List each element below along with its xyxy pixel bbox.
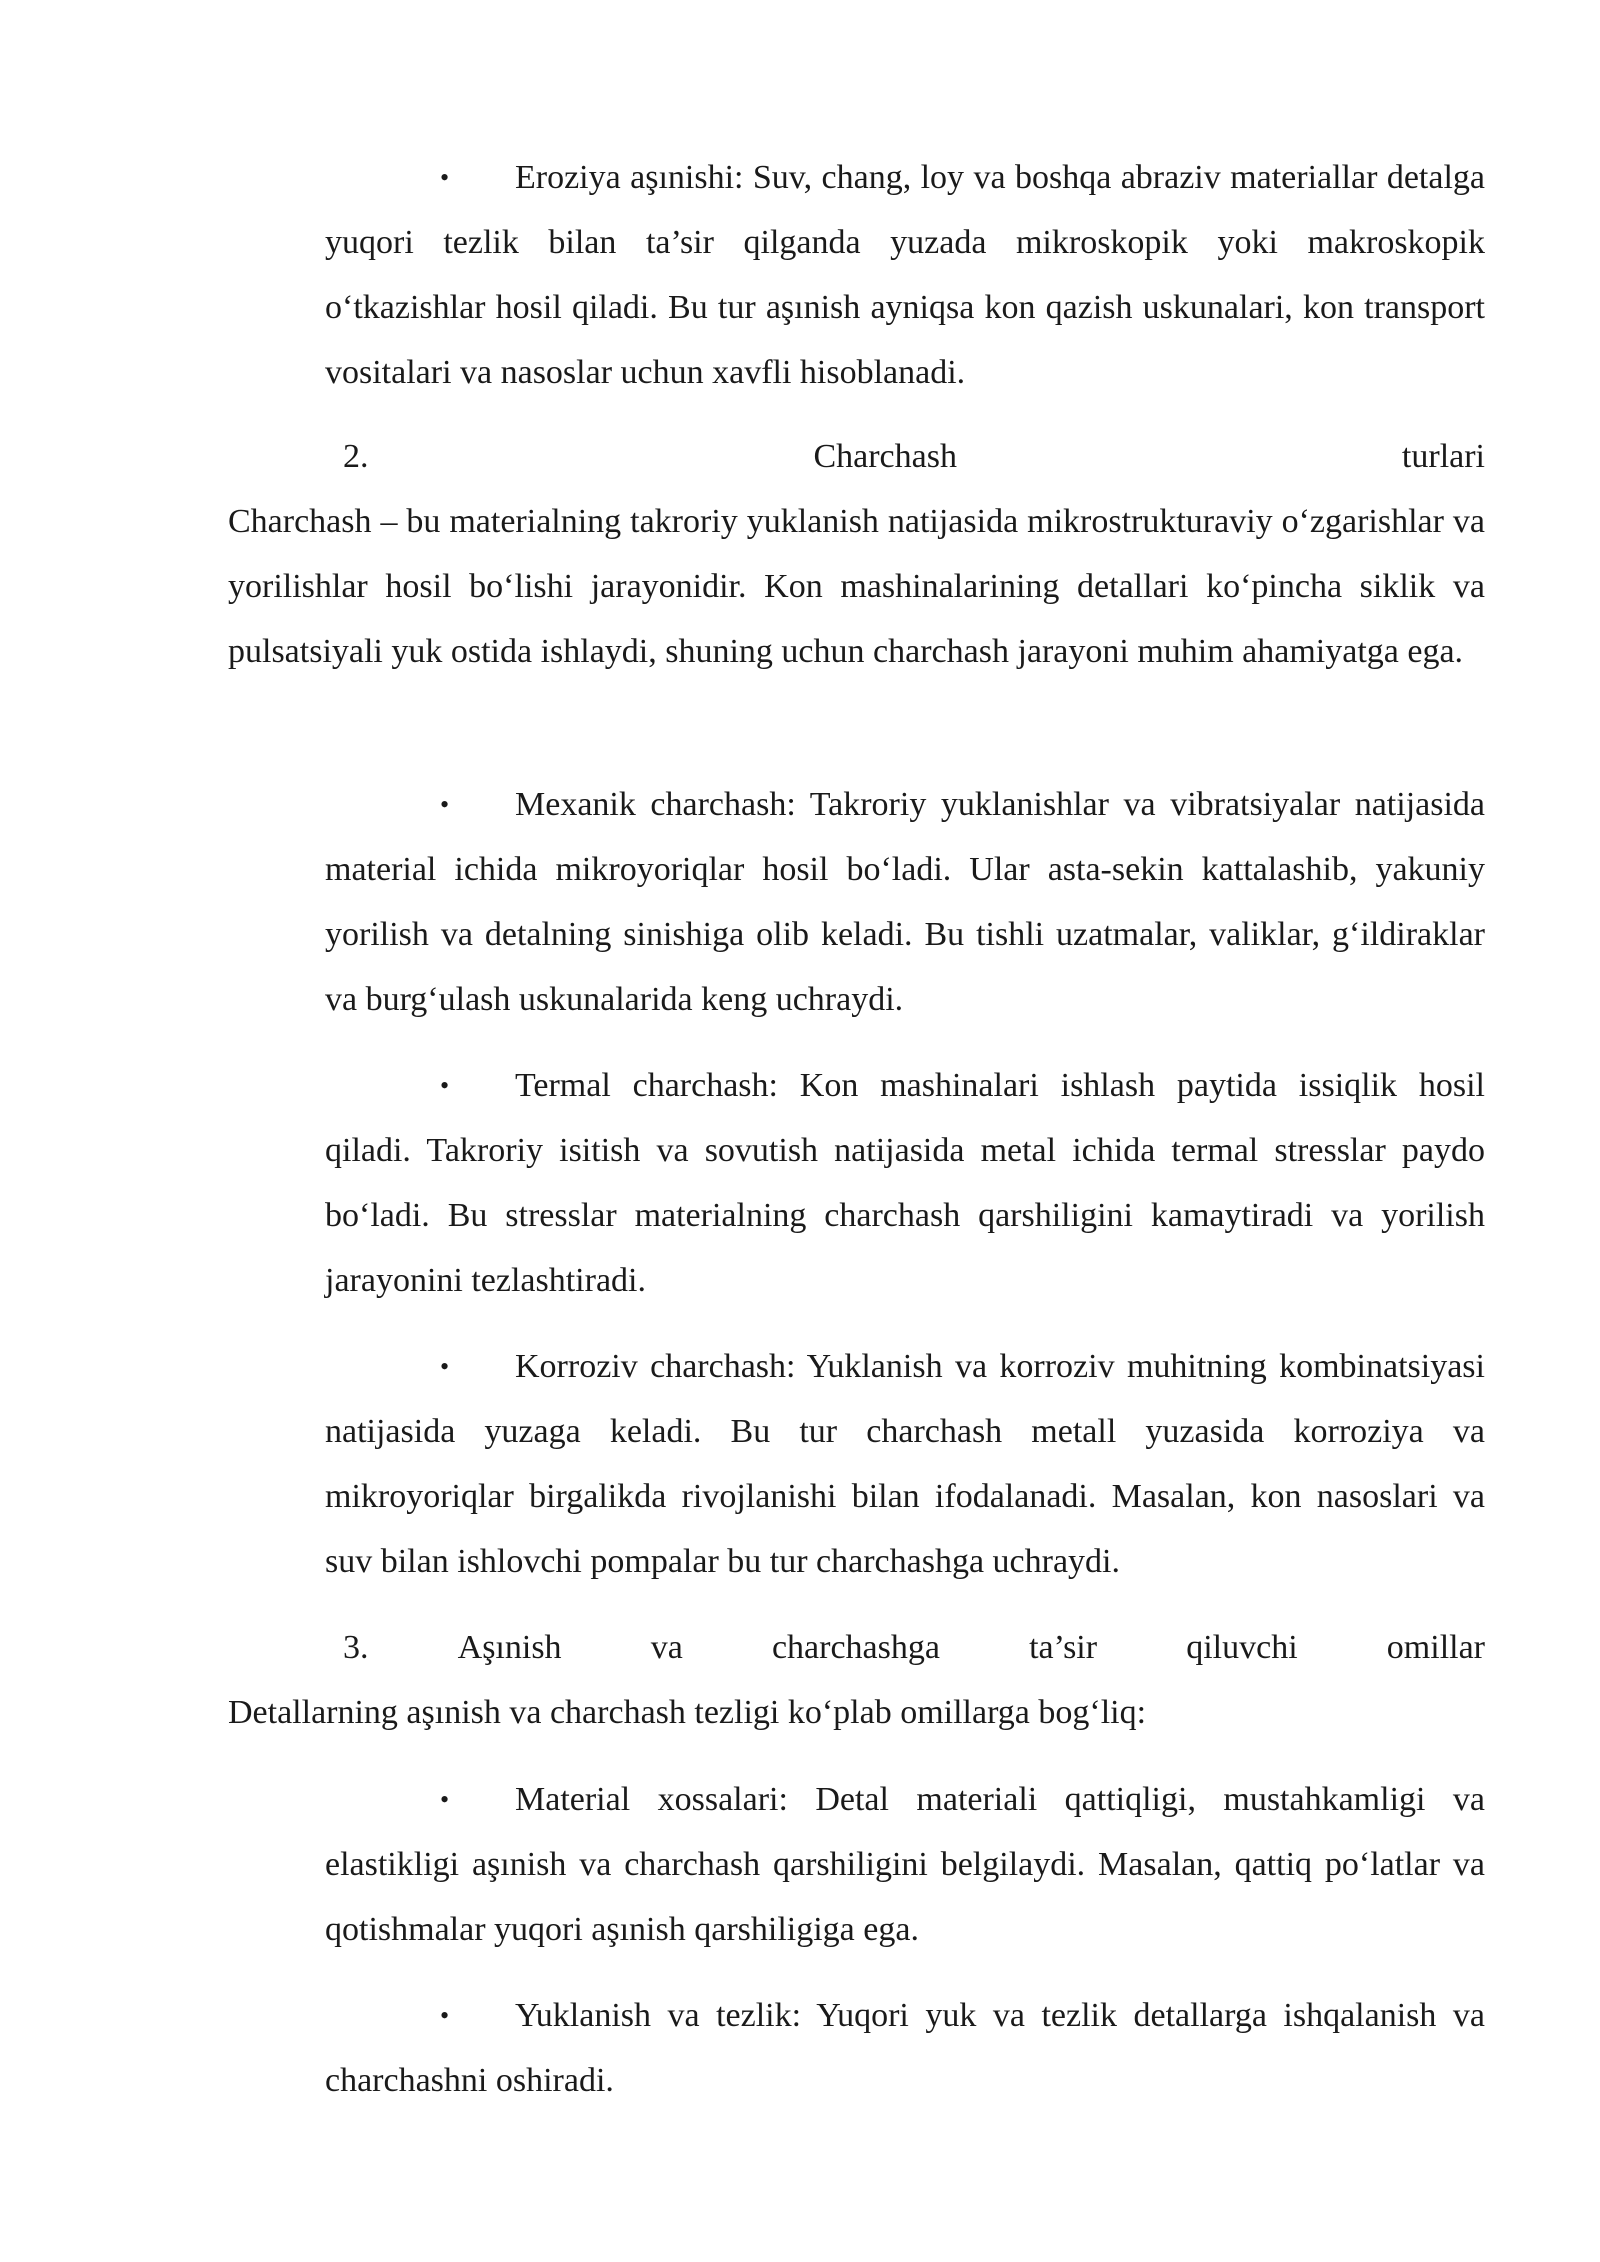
bullet-icon: •: [440, 790, 450, 819]
section-3-heading: [228, 1615, 1485, 1680]
heading-word: ta’sir: [1029, 1629, 1098, 1666]
heading-word: qiluvchi: [1186, 1629, 1298, 1666]
heading-word: charchashga: [771, 1629, 940, 1666]
bullet-icon: •: [440, 1785, 450, 1814]
section-2-heading: [228, 424, 1485, 489]
heading-number: 2.: [343, 438, 369, 475]
bullet-erosion-wear: [325, 145, 1485, 405]
bullet-mechanical-fatigue: [325, 772, 1485, 1032]
heading-number: 3.: [343, 1629, 369, 1666]
bullet-text: Termal charchash: Kon mashinalari ishlash paytida issiqlik hosil qiladi. Takroriy isitish va sovutish natijasida metal ichida termal stresslar paydo bo‘ladi. Bu stresslar materialning charchash qarshiligini kamaytiradi va yorilish jarayonini tezlashtiradi.: [325, 1067, 1485, 1299]
bullet-thermal-fatigue: [325, 1053, 1485, 1313]
section-2: [228, 424, 1485, 684]
heading-word: turlari: [1401, 438, 1485, 475]
section-3-body: Detallarning aşınish va charchash tezligi ko‘plab omillarga bog‘liq:: [228, 1694, 1147, 1731]
section-3: [228, 1615, 1485, 1745]
bullet-text: Korroziv charchash: Yuklanish va korroziv muhitning kombinatsiyasi natijasida yuzaga keladi. Bu tur charchash metall yuzasida korroziya va mikroyoriqlar birgalikda rivojlanishi bilan ifodalanadi. Masalan, kon nasoslari va suv bilan ishlovchi pompalar bu tur charchashga uchraydi.: [325, 1348, 1485, 1580]
bullet-icon: •: [440, 2001, 450, 2030]
section-2-body: Charchash – bu materialning takroriy yuklanish natijasida mikrostrukturaviy o‘zgarishlar va yorilishlar hosil bo‘lishi jarayonidir. Kon mashinalarining detallari ko‘pincha siklik va pulsatsiyali yuk ostida ishlaydi, shuning uchun charchash jarayoni muhim ahamiyatga ega.: [228, 503, 1485, 670]
bullet-corrosion-fatigue: [325, 1334, 1485, 1594]
heading-word: Aşınish: [457, 1629, 562, 1666]
heading-word: omillar: [1386, 1629, 1485, 1666]
bullet-material-properties: [325, 1767, 1485, 1962]
bullet-icon: •: [440, 1071, 450, 1100]
bullet-text: Mexanik charchash: Takroriy yuklanishlar va vibratsiyalar natijasida material ichida mikroyoriqlar hosil bo‘ladi. Ular asta-sekin kattalashib, yakuniy yorilish va detalning sinishiga olib keladi. Bu tishli uzatmalar, valiklar, g‘ildiraklar va burg‘ulash uskunalarida keng uchraydi.: [325, 786, 1485, 1018]
bullet-text: Yuklanish va tezlik: Yuqori yuk va tezlik detallarga ishqalanish va charchashni oshiradi.: [325, 1997, 1485, 2099]
heading-word: Charchash: [813, 438, 957, 475]
bullet-text: Eroziya aşınishi: Suv, chang, loy va boshqa abraziv materiallar detalga yuqori tezlik bilan ta’sir qilganda yuzada mikroskopik yoki makroskopik o‘tkazishlar hosil qiladi. Bu tur aşınish ayniqsa kon qazish uskunalari, kon transport vositalari va nasoslar uchun xavfli hisoblanadi.: [325, 159, 1485, 391]
bullet-load-and-speed: [325, 1983, 1485, 2113]
bullet-icon: •: [440, 163, 450, 192]
bullet-text: Material xossalari: Detal materiali qattiqligi, mustahkamligi va elastikligi aşınish va charchash qarshiligini belgilaydi. Masalan, qattiq po‘latlar va qotishmalar yuqori aşınish qarshiligiga ega.: [325, 1781, 1485, 1948]
bullet-icon: •: [440, 1352, 450, 1381]
heading-word: va: [650, 1629, 683, 1666]
